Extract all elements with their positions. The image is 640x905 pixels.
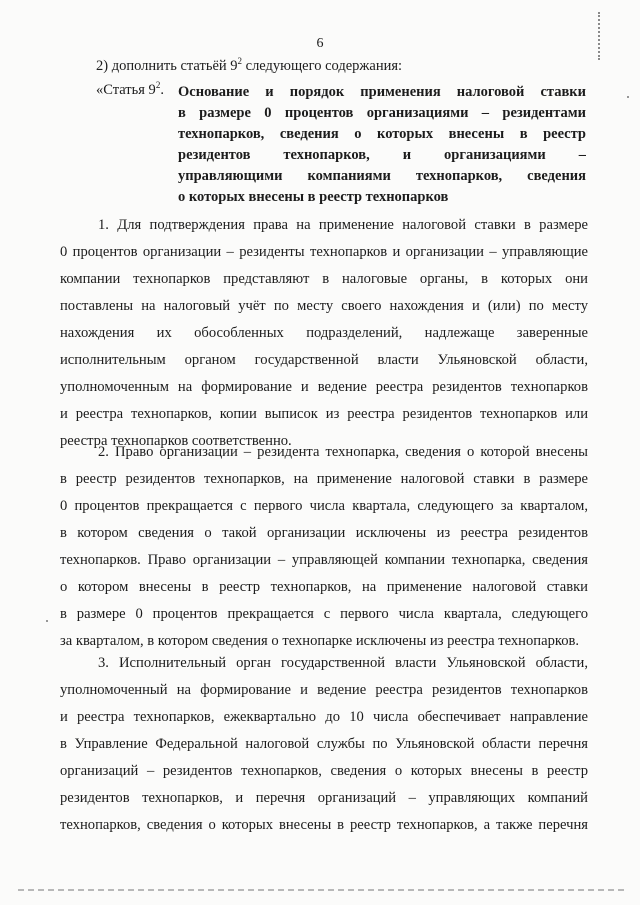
heading-line: управляющими компаниями технопарков, сведения <box>178 168 586 184</box>
article-label <box>96 82 164 99</box>
article-heading <box>178 82 586 208</box>
paragraph-line: резидентов технопарков, и перечня организаций – управляющих компаний <box>60 790 588 806</box>
paragraph-line: за кварталом, в котором сведения о технопарке исключены из реестра технопарков. <box>60 633 580 649</box>
scan-speck <box>46 620 48 622</box>
paragraph-line: 2. Право организации – резидента технопарка, сведения о которой внесены <box>98 444 588 460</box>
paragraph-line: компании технопарков представляют в налоговые органы, в которых они <box>60 271 588 287</box>
paragraph-2 <box>60 439 588 655</box>
paragraph-line: реестра технопарков соответственно. <box>60 433 292 449</box>
paragraph-line: организаций – резидентов технопарков, сведения о которых внесены в реестр <box>60 763 588 779</box>
paragraph-1 <box>60 212 588 455</box>
page-number: 6 <box>316 36 324 51</box>
intro-superscript: 2 <box>237 56 243 66</box>
paragraph-line: 0 процентов организации – резиденты технопарков и организации – управляющие <box>60 244 588 260</box>
intro-text-after: следующего содержания: <box>242 58 403 74</box>
paragraph-line: поставлены на налоговый учёт по месту своего нахождения и (или) по месту <box>60 298 588 314</box>
paragraph-line: технопарков. Право организации – управляющей компании технопарка, сведения <box>60 552 588 568</box>
heading-line: Основание и порядок применения налоговой ставки <box>178 84 586 100</box>
article-label-superscript: 2 <box>155 80 161 90</box>
intro-text-before: 2) дополнить статьёй 9 <box>96 58 238 74</box>
paragraph-line: 0 процентов прекращается с первого числа квартала, следующего за кварталом, <box>60 498 588 514</box>
heading-line: о которых внесены в реестр технопарков <box>178 189 449 205</box>
paragraph-line: уполномоченным на формирование и ведение реестра резидентов технопарков <box>60 379 588 395</box>
paragraph-line: и реестра технопарков, копии выписок из реестра резидентов технопарков или <box>60 406 588 422</box>
paragraph-line: 1. Для подтверждения права на применение налоговой ставки в размере <box>98 217 588 233</box>
heading-line: в размере 0 процентов организациями – резидентами <box>178 105 586 121</box>
paragraph-line: 3. Исполнительный орган государственной власти Ульяновской области, <box>98 655 588 671</box>
article-label-text: «Статья 9 <box>96 82 156 98</box>
paragraph-line: в реестр резидентов технопарков, на применение налоговой ставки в размере <box>60 471 588 487</box>
paragraph-line: в Управление Федеральной налоговой службы по Ульяновской области перечня <box>60 736 588 752</box>
scan-bottom-edge <box>18 889 624 891</box>
article-label-suffix: . <box>160 82 164 98</box>
paragraph-line: исполнительным органом государственной власти Ульяновской области, <box>60 352 588 368</box>
paragraph-line: и реестра технопарков, ежеквартально до 10 числа обеспечивает направление <box>60 709 588 725</box>
heading-line: резидентов технопарков, и организациями – <box>178 147 586 163</box>
paragraph-line: в котором сведения о такой организации исключены из реестра резидентов <box>60 525 588 541</box>
amendment-intro <box>96 58 402 75</box>
scan-speck <box>627 96 629 98</box>
heading-line: технопарков, сведения о которых внесены в реестр <box>178 126 586 142</box>
paragraph-line: нахождения их обособленных подразделений, надлежаще заверенные <box>60 325 588 341</box>
paragraph-line: в размере 0 процентов прекращается с первого числа квартала, следующего <box>60 606 588 622</box>
paragraph-line: уполномоченный на формирование и ведение реестра резидентов технопарков <box>60 682 588 698</box>
paragraph-line: технопарков, сведения о которых внесены в реестр технопарков, а также перечня <box>60 817 588 833</box>
paragraph-line: о котором внесены в реестр технопарков, на применение налоговой ставки <box>60 579 588 595</box>
paragraph-3 <box>60 650 588 839</box>
